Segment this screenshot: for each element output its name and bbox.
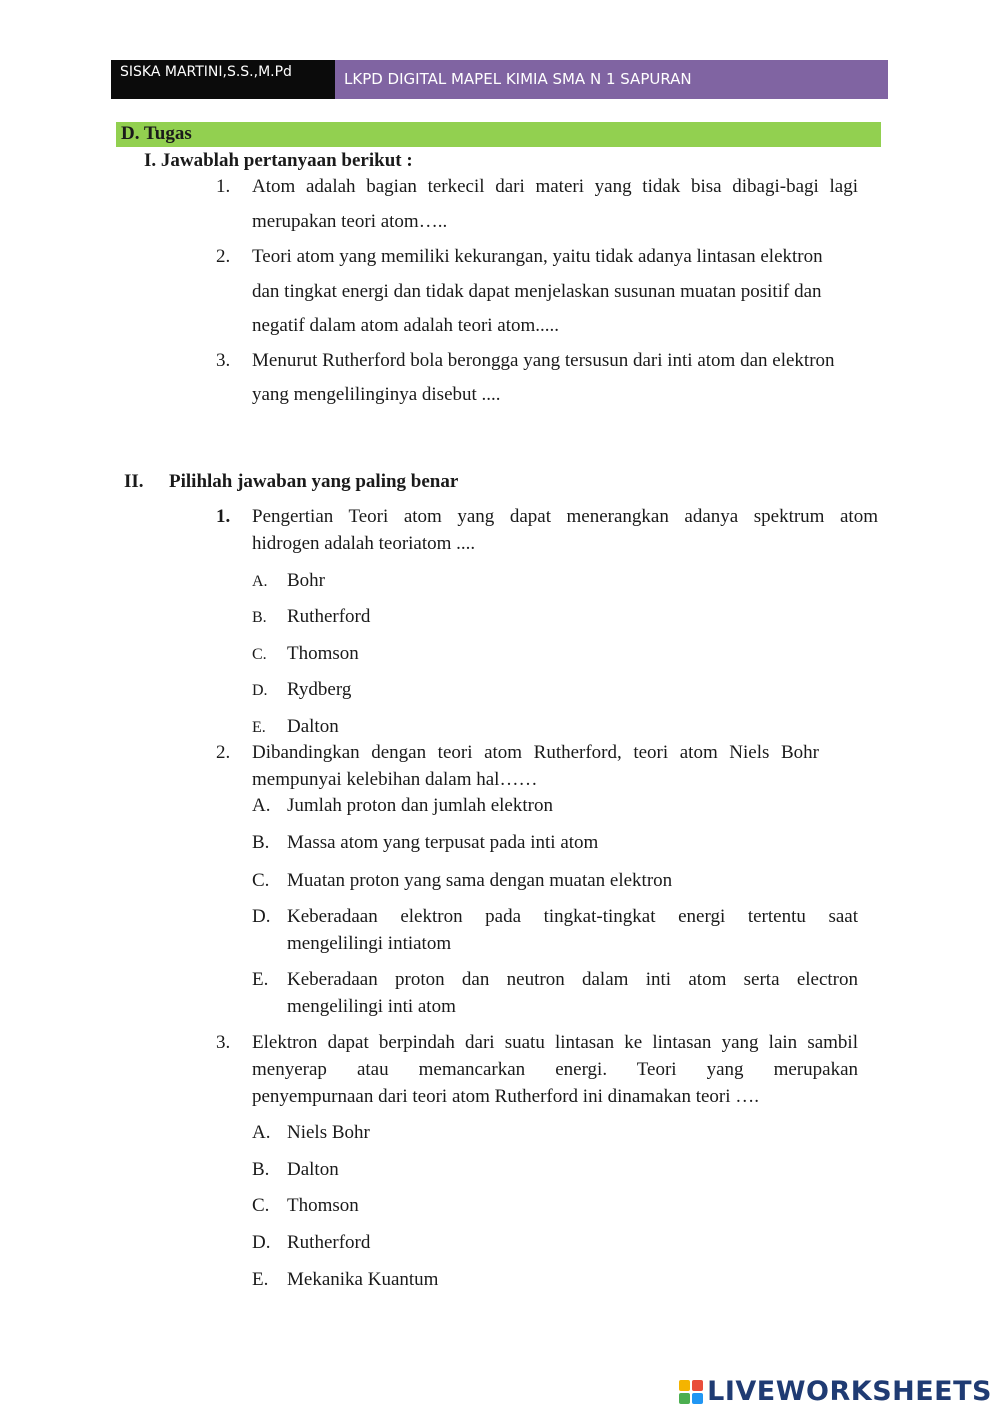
question-text: Pengertian Teori atom yang dapat menerangkan adanya spektrum atom — [252, 506, 878, 527]
option-letter: D. — [252, 1232, 271, 1253]
option-letter: B. — [252, 1159, 270, 1180]
question-text: Elektron dapat berpindah dari suatu lintasan ke lintasan yang lain sambil — [252, 1032, 858, 1053]
option-text: Keberadaan elektron pada tingkat-tingkat energi tertentu saat — [287, 906, 858, 927]
question-number: 3. — [216, 1032, 231, 1053]
question-text: Dibandingkan dengan teori atom Rutherford, teori atom Niels Bohr — [252, 742, 819, 763]
option-text: Muatan proton yang sama dengan muatan elektron — [287, 870, 673, 891]
option-text: Rutherford — [287, 1232, 371, 1253]
question-text: mempunyai kelebihan dalam hal…… — [252, 769, 538, 790]
part1-item-text: merupakan teori atom….. — [252, 211, 448, 232]
option-letter: D. — [252, 906, 271, 927]
option-letter: B. — [252, 832, 270, 853]
part1-item-text: Atom adalah bagian terkecil dari materi yang tidak bisa dibagi-bagi lagi — [252, 176, 858, 197]
part1-item-number: 3. — [216, 350, 231, 371]
question-text: menyerap atau memancarkan energi. Teori yang merupakan — [252, 1059, 858, 1080]
part1-item-number: 1. — [216, 176, 231, 197]
section-highlight-bar — [116, 122, 881, 147]
option-text: Massa atom yang terpusat pada inti atom — [287, 832, 599, 853]
section-title: D. Tugas — [121, 123, 192, 144]
option-letter: A. — [252, 795, 271, 816]
option-text: Dalton — [287, 1159, 339, 1180]
option-letter: E. — [252, 719, 266, 736]
part1-item-text: yang mengelilinginya disebut .... — [252, 384, 501, 405]
part1-item-number: 2. — [216, 246, 231, 267]
option-text: Bohr — [287, 570, 325, 591]
question-text: hidrogen adalah teoriatom .... — [252, 533, 476, 554]
option-letter: B. — [252, 609, 267, 626]
option-letter: A. — [252, 1122, 271, 1143]
option-letter: A. — [252, 573, 268, 590]
option-letter: C. — [252, 1195, 270, 1216]
option-text: Rydberg — [287, 679, 352, 700]
option-text: mengelilingi inti atom — [287, 996, 456, 1017]
option-letter: E. — [252, 1269, 269, 1290]
option-letter: D. — [252, 682, 268, 699]
option-letter: C. — [252, 646, 267, 663]
question-number: 2. — [216, 742, 231, 763]
liveworksheets-watermark — [679, 1376, 992, 1407]
part1-item-text: dan tingkat energi dan tidak dapat menjelaskan susunan muatan positif dan — [252, 281, 822, 302]
part2-heading: Pilihlah jawaban yang paling benar — [169, 471, 459, 492]
part1-item-text: negatif dalam atom adalah teori atom..... — [252, 315, 560, 336]
part1-item-text: Menurut Rutherford bola berongga yang tersusun dari inti atom dan elektron — [252, 350, 835, 371]
option-text: Keberadaan proton dan neutron dalam inti atom serta electron — [287, 969, 858, 990]
option-letter: E. — [252, 969, 269, 990]
option-text: Niels Bohr — [287, 1122, 370, 1143]
header-author: SISKA MARTINI,S.S.,M.Pd — [111, 60, 335, 99]
header-title: LKPD DIGITAL MAPEL KIMIA SMA N 1 SAPURAN — [335, 60, 888, 99]
option-text: Jumlah proton dan jumlah elektron — [287, 795, 553, 816]
question-text: penyempurnaan dari teori atom Rutherford ini dinamakan teori …. — [252, 1086, 760, 1107]
option-text: Thomson — [287, 1195, 359, 1216]
option-letter: C. — [252, 870, 270, 891]
option-text: Mekanika Kuantum — [287, 1269, 439, 1290]
option-text: Rutherford — [287, 606, 371, 627]
liveworksheets-logo-icon — [679, 1380, 703, 1404]
part1-heading: I. Jawablah pertanyaan berikut : — [144, 150, 413, 171]
question-number: 1. — [216, 506, 231, 527]
option-text: mengelilingi intiatom — [287, 933, 452, 954]
option-text: Dalton — [287, 716, 339, 737]
part2-roman: II. — [124, 471, 144, 492]
part1-item-text: Teori atom yang memiliki kekurangan, yaitu tidak adanya lintasan elektron — [252, 246, 823, 267]
option-text: Thomson — [287, 643, 359, 664]
liveworksheets-text: LIVEWORKSHEETS — [707, 1376, 992, 1407]
